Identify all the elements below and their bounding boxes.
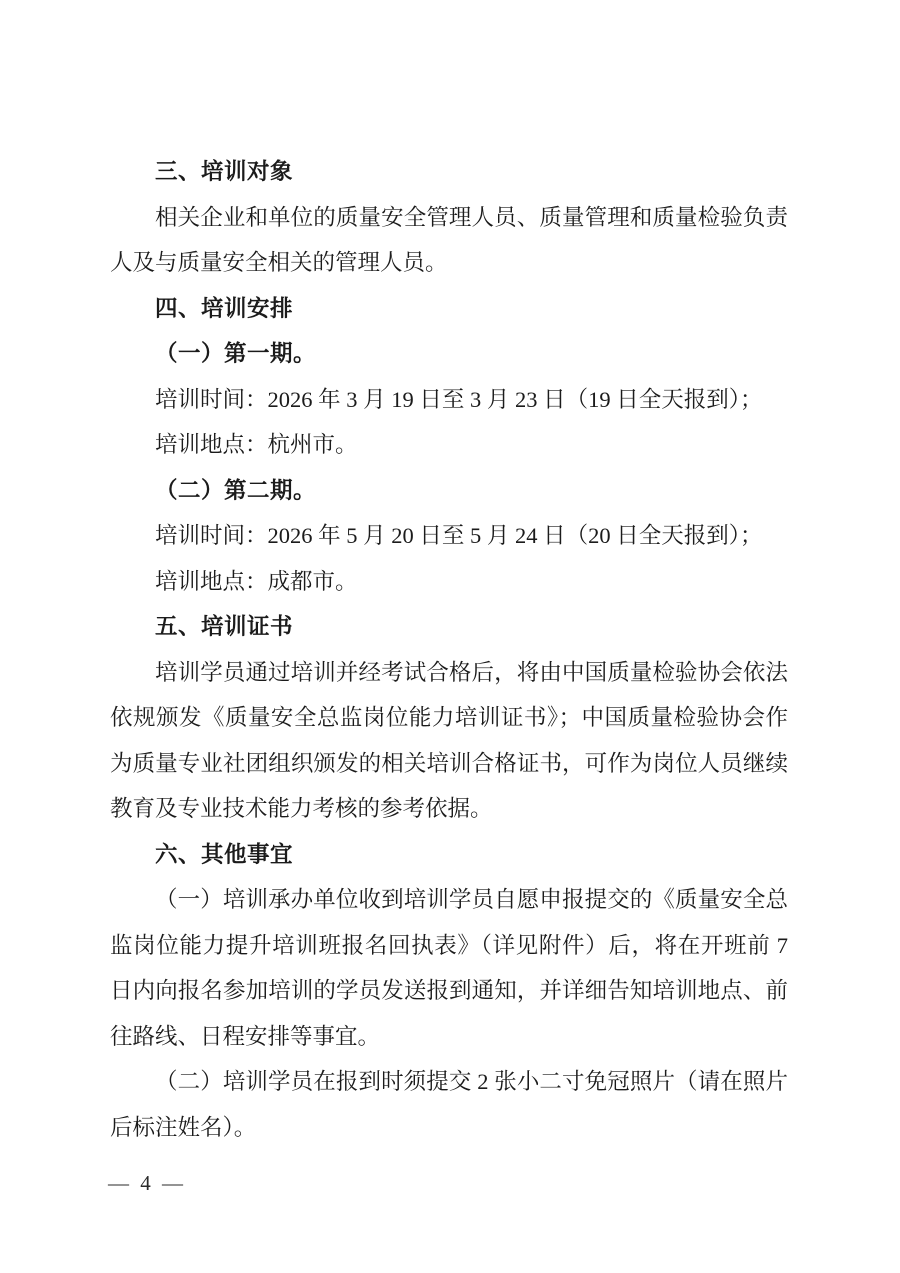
line-session-2-time: 培训时间：2026 年 5 月 20 日至 5 月 24 日（20 日全天报到）； <box>155 523 763 548</box>
heading-training-certificate: 五、培训证书 <box>155 614 294 639</box>
paragraph-training-targets: 相关企业和单位的质量安全管理人员、质量管理和质量检验负责人及与质量安全相关的管理人员。 <box>110 204 788 275</box>
paragraph-training-certificate: 培训学员通过培训并经考试合格后，将由中国质量检验协会依法依规颁发《质量安全总监岗位能力培训证书》；中国质量检验协会作为质量专业社团组织颁发的相关培训合格证书，可作为岗位人员继续教育及专业技术能力考核的参考依据。 <box>110 659 788 821</box>
subheading-session-1: （一）第一期。 <box>155 341 317 366</box>
line-session-2-location: 培训地点：成都市。 <box>155 568 358 594</box>
line-session-1-location: 培训地点：杭州市。 <box>155 432 358 457</box>
heading-other-matters: 六、其他事宜 <box>155 841 294 867</box>
page-number: — 4 — <box>108 1171 186 1195</box>
subheading-session-2: （二）第二期。 <box>155 477 317 503</box>
paragraph-other-matters-1: （一）培训承办单位收到培训学员自愿申报提交的《质量安全总监岗位能力提升培训班报名回执表》（详见附件）后，将在开班前 7 日内向报名参加培训的学员发送报到通知，并详细告知培训地点、前往路线、日程安排等事宜。 <box>110 887 788 1049</box>
heading-training-schedule: 四、培训安排 <box>155 295 294 321</box>
line-session-1-time: 培训时间：2026 年 3 月 19 日至 3 月 23 日（19 日全天报到）； <box>155 386 763 412</box>
paragraph-other-matters-2: （二）培训学员在报到时须提交 2 张小二寸免冠照片（请在照片后标注姓名）。 <box>110 1069 788 1140</box>
heading-training-targets: 三、培训对象 <box>155 159 294 184</box>
document-body <box>110 149 788 1150</box>
